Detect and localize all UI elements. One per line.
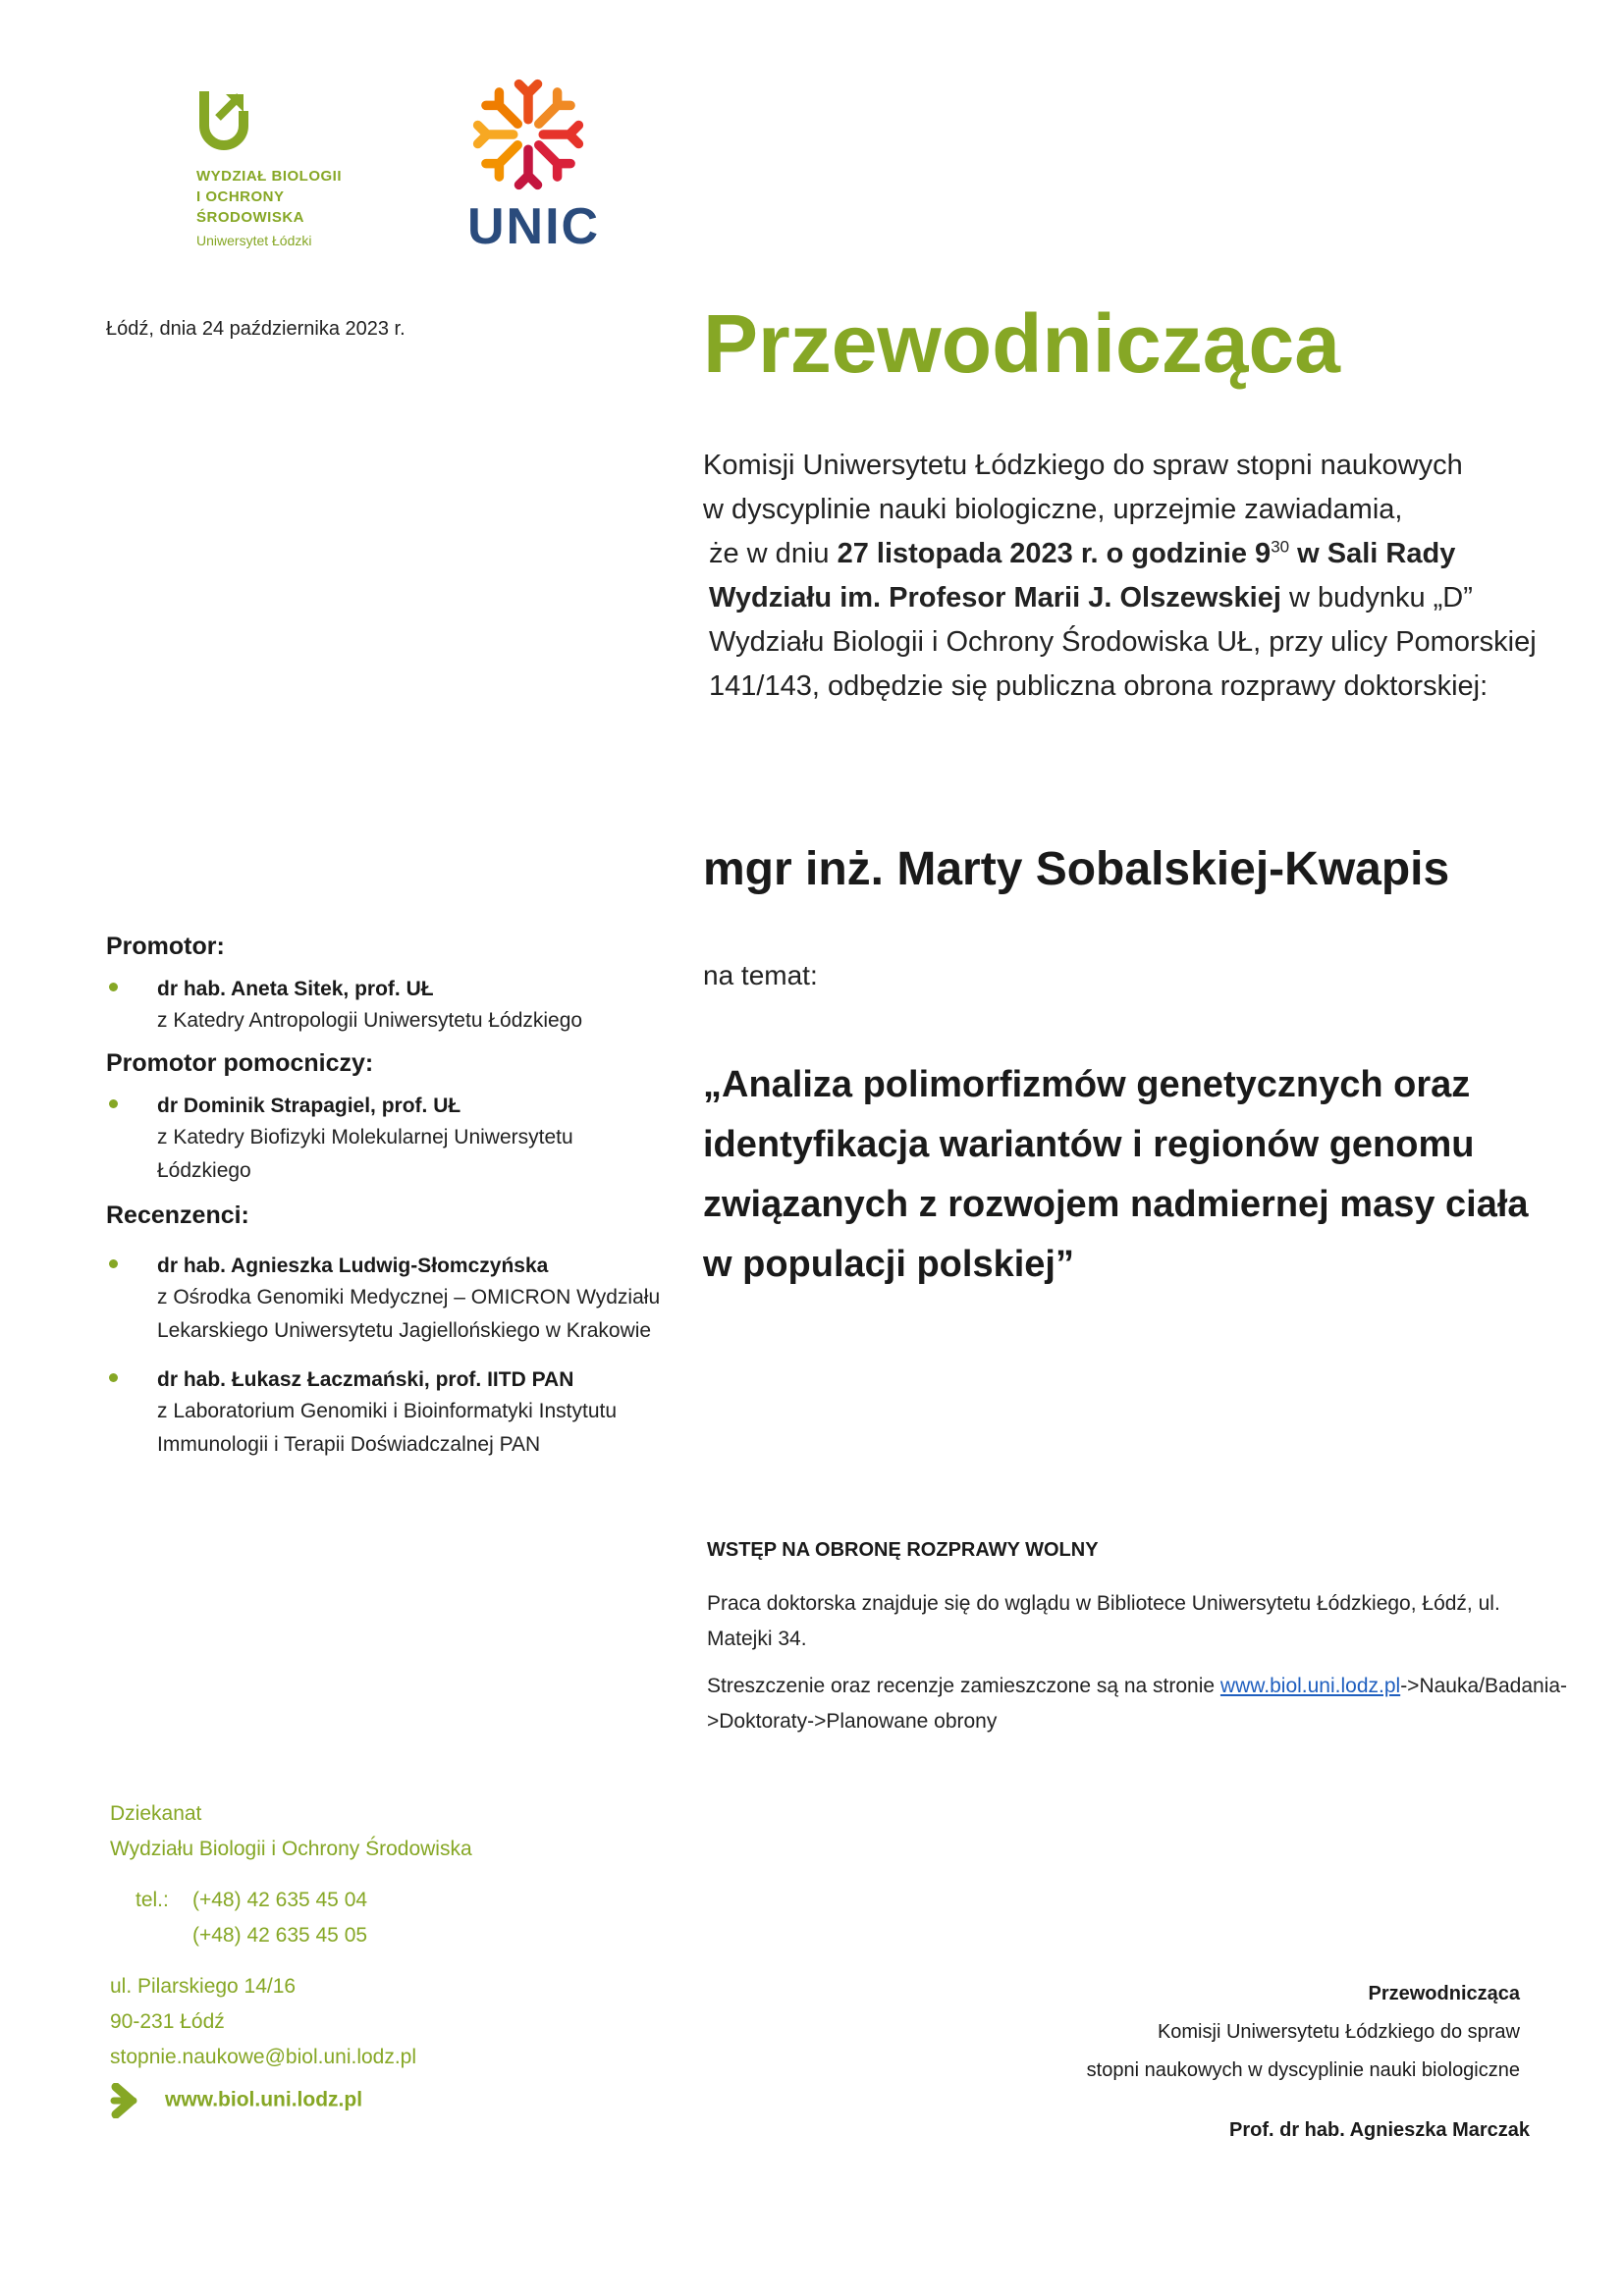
- thesis-availability: Praca doktorska znajduje się do wglądu w Bibliotece Uniwersytetu Łódzkiego, Łódź, ul. Matejki 34.: [707, 1592, 1500, 1650]
- signature-line-1: Komisji Uniwersytetu Łódzkiego do spraw: [1157, 2021, 1520, 2043]
- promotor-label: Promotor:: [106, 933, 225, 960]
- bullet-icon: [109, 1373, 118, 1382]
- faculty-logo-sub: Uniwersytet Łódzki: [196, 233, 312, 248]
- reviewer-name: dr hab. Agnieszka Ludwig-Słomczyńska: [157, 1255, 549, 1277]
- reviewer-name: dr hab. Łukasz Łaczmański, prof. IITD PAN: [157, 1368, 574, 1391]
- bullet-icon: [109, 1099, 118, 1108]
- office-title: Dziekanat: [110, 1802, 202, 1825]
- promotor-affiliation: z Katedry Antropologii Uniwersytetu Łódzkiego: [157, 1009, 583, 1032]
- reviewers-label: Recenzenci:: [106, 1201, 249, 1229]
- phone-number-2: (+48) 42 635 45 05: [192, 1924, 368, 1947]
- assistant-promotor-entry: [106, 1092, 695, 1188]
- faculty-logo-line1: WYDZIAŁ BIOLOGII: [196, 168, 342, 185]
- intro-part-2: w budynku „D” Wydziału Biologii i Ochrony Środowiska UŁ, przy ulicy Pomorskiej 141/143, odbędzie się publiczna obrona rozprawy doktorskiej:: [709, 582, 1537, 702]
- committee-section: [106, 933, 715, 1473]
- faculty-website-link[interactable]: www.biol.uni.lodz.pl: [1219, 1675, 1401, 1697]
- summary-info: [707, 1669, 1571, 1739]
- announcement-intro: [703, 444, 1567, 709]
- promotor-entry: [106, 975, 715, 1038]
- office-faculty: Wydziału Biologii i Ochrony Środowiska: [110, 1838, 472, 1860]
- faculty-logo-line3: ŚRODOWISKA: [196, 209, 304, 226]
- bullet-icon: [109, 983, 118, 991]
- intro-line-1: Komisji Uniwersytetu Łódzkiego do spraw stopni naukowych: [703, 450, 1463, 481]
- defense-time-minutes: 30: [1271, 537, 1290, 557]
- document-date: Łódź, dnia 24 października 2023 r.: [106, 318, 406, 340]
- defense-date: 27 listopada 2023 r. o godzinie 9: [837, 538, 1272, 569]
- dean-office-contact: [110, 1796, 472, 2075]
- summary-suffix: ->Nauka/Badania->Doktoraty->Planowane obrony: [707, 1675, 1568, 1733]
- summary-prefix: Streszczenie oraz recenzje zamieszczone są na stronie: [707, 1675, 1220, 1697]
- page-title: Przewodnicząca: [703, 297, 1340, 390]
- signature-title: Przewodnicząca: [1368, 1983, 1520, 2004]
- phone-number-1: (+48) 42 635 45 04: [192, 1889, 368, 1911]
- intro-line-2: w dyscyplinie nauki biologiczne, uprzejmie zawiadamia,: [703, 494, 1403, 525]
- bullet-icon: [109, 1259, 118, 1268]
- phone-label: tel.:: [135, 1889, 169, 1911]
- assistant-promotor-label: Promotor pomocniczy:: [106, 1049, 374, 1077]
- faculty-logo-mark-icon: [196, 88, 251, 151]
- faculty-logo: [196, 88, 393, 251]
- assistant-promotor-name: dr Dominik Strapagiel, prof. UŁ: [157, 1095, 461, 1117]
- topic-label: na temat:: [703, 960, 818, 990]
- signature-line-2: stopni naukowych w dyscyplinie nauki biologiczne: [1086, 2059, 1520, 2081]
- thesis-title: „Analiza polimorfizmów genetycznych oraz identyfikacja wariantów i regionów genomu związanych z rozwojem nadmiernej masy ciała w populacji polskiej”: [703, 1064, 1529, 1285]
- intro-part-1: że w dniu: [709, 538, 838, 569]
- reviewer-affiliation: z Laboratorium Genomiki i Bioinformatyki Instytutu Immunologii i Terapii Doświadczalnej PAN: [157, 1400, 618, 1456]
- office-city: 90-231 Łódź: [110, 2010, 225, 2033]
- admission-notice: WSTĘP NA OBRONĘ ROZPRAWY WOLNY: [707, 1539, 1099, 1561]
- unic-star-icon: [467, 77, 589, 192]
- arrow-right-icon: [110, 2083, 145, 2118]
- defense-room: w Sali Rady Wydziału im. Profesor Marii J. Olszewskiej: [709, 538, 1456, 614]
- assistant-promotor-affiliation: z Katedry Biofizyki Molekularnej Uniwersytetu Łódzkiego: [157, 1126, 573, 1182]
- promotor-name: dr hab. Aneta Sitek, prof. UŁ: [157, 978, 434, 1000]
- reviewer-entry: [106, 1252, 715, 1348]
- website-footer: [110, 2083, 362, 2118]
- faculty-logo-line2: I OCHRONY: [196, 188, 285, 205]
- signature-block: [982, 1975, 1530, 2150]
- intro-details: [703, 532, 1567, 709]
- unic-logo: [467, 77, 601, 255]
- website-link[interactable]: www.biol.uni.lodz.pl: [165, 2088, 363, 2111]
- office-email[interactable]: stopnie.naukowe@biol.uni.lodz.pl: [110, 2046, 417, 2068]
- candidate-name: mgr inż. Marty Sobalskiej-Kwapis: [703, 843, 1450, 895]
- unic-logo-text: UNIC: [467, 198, 601, 255]
- phone-row: [110, 1883, 472, 1918]
- signature-name: Prof. dr hab. Agnieszka Marczak: [1228, 2119, 1530, 2141]
- reviewer-affiliation: z Ośrodka Genomiki Medycznej – OMICRON Wydziału Lekarskiego Uniwersytetu Jagiellońskiego w Krakowie: [157, 1286, 661, 1342]
- reviewer-entry: [106, 1365, 715, 1462]
- office-street: ul. Pilarskiego 14/16: [110, 1975, 297, 1998]
